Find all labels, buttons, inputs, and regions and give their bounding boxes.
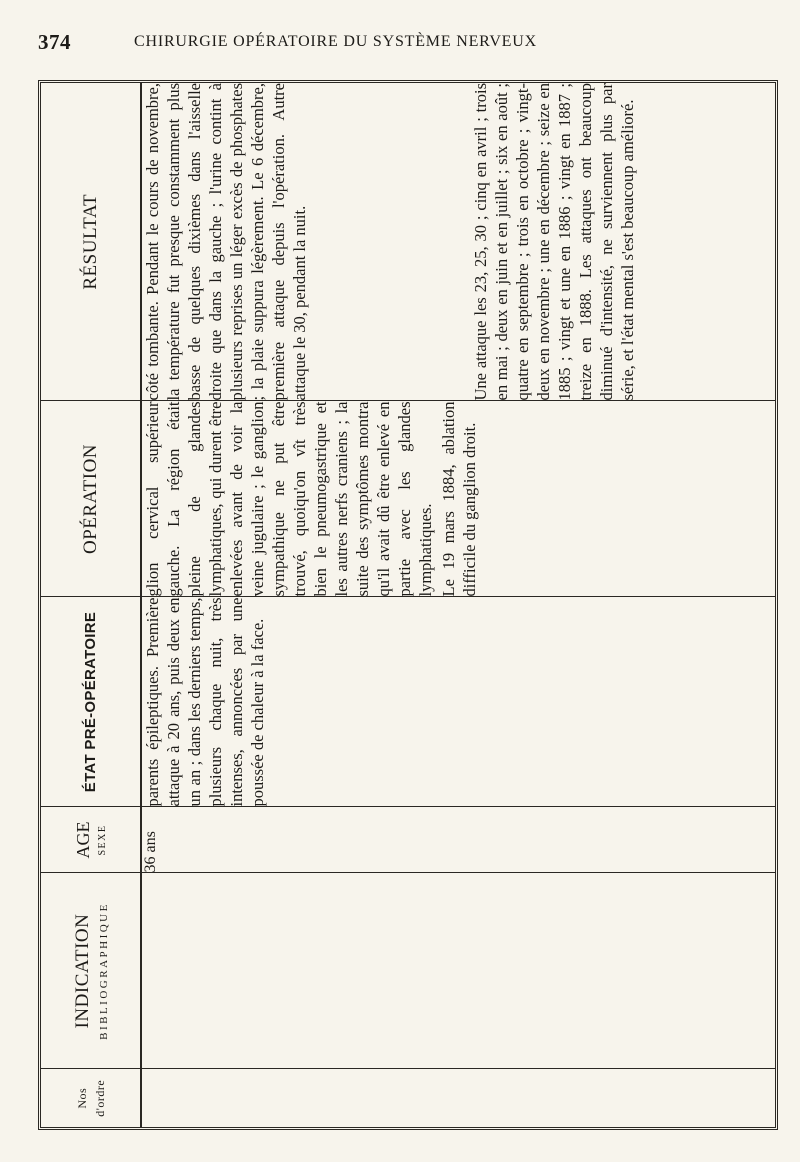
cell-indication [141, 873, 775, 1069]
col-age-header [41, 807, 141, 873]
operation-text-2: Le 19 mars 1884, ablation difficile du ganglion droit. [439, 401, 479, 597]
col-age-title: AGE [73, 821, 93, 859]
etat-text: parents épileptiques. Première attaque à 20 ans, puis deux en un an ; dans les derniers temps, plusieurs chaque nuit, très intenses, annoncées par une poussée de chaleur à la face. [143, 597, 267, 807]
col-resultat-title: RÉSULTAT [79, 193, 101, 290]
cell-resultat [141, 83, 775, 401]
col-resultat-header [41, 83, 141, 401]
case-table [41, 83, 775, 1127]
operation-text-1: glion cervical supérieur gauche. La région était pleine de glandes lymphatiques, qui durent être enlevées avant de voir la veine jugulaire ; le ganglion sympathique ne put être trouvé, quoiqu'on vît très bien le pneumogastrique et les autres nerfs craniens ; la suite des symptômes montra qu'il avait dû être enlevé en partie avec les glandes lymphatiques. [143, 401, 435, 597]
resultat-text-1: côté tombante. Pendant le cours de novembre, la température fut presque constamment plus basse de quelques dixièmes dans l'aisselle droite que dans la gauche ; l'urine contint à plusieurs reprises un léger excès de phosphates ; la plaie suppura légèrement. Le 6 décembre, première attaque depuis l'opération. Autre attaque le 30, pendant la nuit. [143, 83, 309, 401]
cell-operation [141, 401, 775, 597]
table-row [141, 83, 775, 1127]
col-order-line2: d'ordre [92, 1079, 107, 1117]
resultat-text-2: Une attaque les 23, 25, 30 ; cinq en avril ; trois en mai ; deux en juin et en juillet ; six en août ; quatre en septembre ; trois en octobre ; vingt-deux en novembre ; une en décembre ; seize en 1885 ; vingt et une en 1886 ; vingt en 1887 ; treize en 1888. Les attaques ont beaucoup diminué d'intensité, ne surviennent plus par série, et l'état mental s'est beaucoup amélioré. [471, 83, 637, 401]
rotated-table [38, 80, 778, 1130]
running-head [38, 30, 778, 60]
col-sexe-subtitle: SEXE [97, 824, 108, 856]
cell-order [141, 1069, 775, 1127]
col-operation-header [41, 401, 141, 597]
col-indication-subtitle: BIBLIOGRAPHIQUE [97, 902, 110, 1040]
header-row [41, 83, 141, 1127]
cell-etat [141, 597, 775, 807]
col-etat-header [41, 597, 141, 807]
table-frame [38, 80, 778, 1130]
cell-age: 36 ans [141, 807, 775, 873]
page-number: 374 [38, 30, 71, 54]
col-indication-title: INDICATION [71, 913, 93, 1029]
col-order-line1: Nos [74, 1087, 89, 1109]
col-indication-header [41, 873, 141, 1069]
running-title: CHIRURGIE OPÉRATOIRE DU SYSTÈME NERVEUX [134, 33, 537, 50]
col-order-header [41, 1069, 141, 1127]
col-etat-title: ÉTAT PRÉ-OPÉRATOIRE [81, 611, 99, 793]
col-operation-title: OPÉRATION [79, 443, 101, 555]
